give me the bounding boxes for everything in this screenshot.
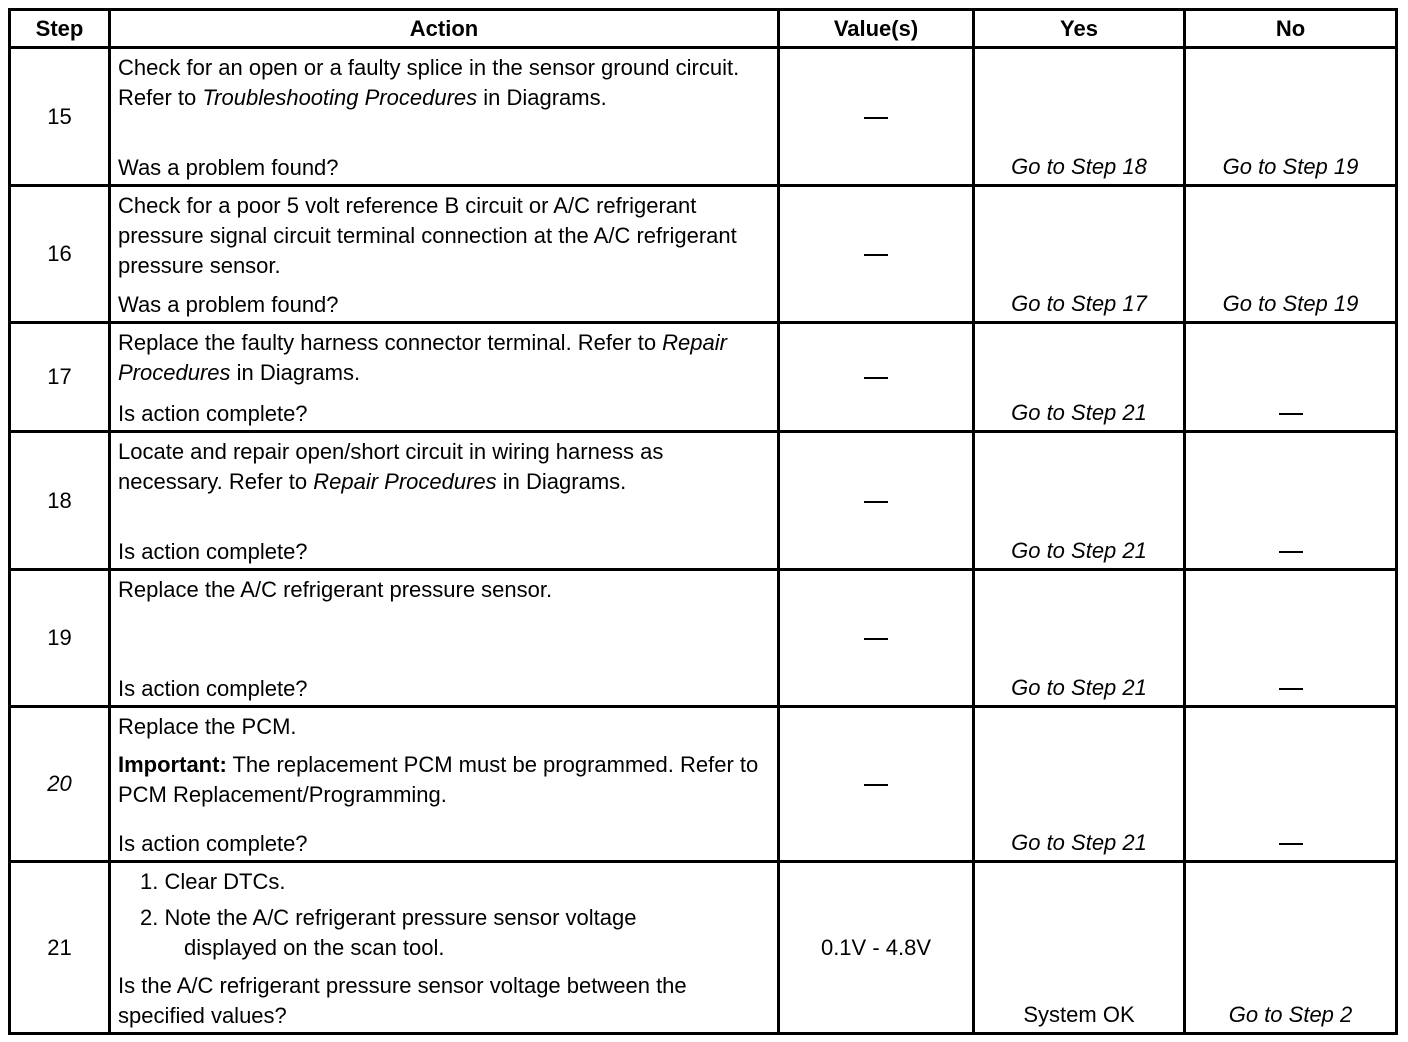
yes-link[interactable]: Go to Step 21 xyxy=(974,323,1185,432)
action-text: Replace the PCM. xyxy=(118,714,297,739)
no-link[interactable]: Go to Step 19 xyxy=(1185,186,1397,323)
value-cell xyxy=(779,707,974,862)
action-cell xyxy=(110,570,779,707)
action-question: Is action complete? xyxy=(118,676,308,701)
yes-link[interactable]: Go to Step 18 xyxy=(974,48,1185,186)
value-cell xyxy=(779,323,974,432)
dash-mark xyxy=(1279,413,1303,415)
dash-mark xyxy=(1279,551,1303,553)
no-cell xyxy=(1185,570,1397,707)
dash-mark xyxy=(1279,843,1303,845)
dash-mark xyxy=(864,501,888,503)
yes-link[interactable]: Go to Step 21 xyxy=(974,570,1185,707)
list-item-text: 2. Note the A/C refrigerant pressure sensor voltage displayed on the scan tool. xyxy=(140,905,637,960)
action-cell xyxy=(110,186,779,323)
table-row xyxy=(10,570,1397,707)
header-no: No xyxy=(1185,10,1397,48)
action-text: Replace the faulty harness connector terminal. Refer to xyxy=(118,330,663,355)
yes-link[interactable]: Go to Step 21 xyxy=(974,432,1185,570)
step-number: 19 xyxy=(10,570,110,707)
no-link[interactable]: Go to Step 2 xyxy=(1185,862,1397,1034)
step-number: 15 xyxy=(10,48,110,186)
table-row xyxy=(10,432,1397,570)
action-cell xyxy=(110,862,779,1034)
step-number-text: 20 xyxy=(47,771,72,796)
action-text-end: in Diagrams. xyxy=(477,85,607,110)
action-text: Check for an open or a faulty splice in the sensor ground circuit. Refer to xyxy=(118,55,740,110)
diagnostic-table xyxy=(8,8,1398,1035)
no-cell xyxy=(1185,707,1397,862)
action-cell xyxy=(110,707,779,862)
action-text: Replace the A/C refrigerant pressure sensor. xyxy=(118,577,553,602)
list-item xyxy=(118,903,771,963)
action-question: Was a problem found? xyxy=(118,155,339,180)
value-cell xyxy=(779,48,974,186)
action-reference: Troubleshooting Procedures xyxy=(202,85,478,110)
dash-mark xyxy=(1279,688,1303,690)
value-cell: 0.1V - 4.8V xyxy=(779,862,974,1034)
header-row xyxy=(10,10,1397,48)
value-cell xyxy=(779,186,974,323)
action-text-end: in Diagrams. xyxy=(496,469,627,494)
step-number: 21 xyxy=(10,862,110,1034)
action-cell xyxy=(110,432,779,570)
header-step: Step xyxy=(10,10,110,48)
dash-mark xyxy=(864,254,888,256)
action-question: Was a problem found? xyxy=(118,292,339,317)
step-number: 17 xyxy=(10,323,110,432)
no-cell xyxy=(1185,432,1397,570)
table-row xyxy=(10,323,1397,432)
action-question: Is the A/C refrigerant pressure sensor voltage between the specified values? xyxy=(118,973,687,1028)
no-link[interactable]: Go to Step 19 xyxy=(1185,48,1397,186)
no-cell xyxy=(1185,323,1397,432)
step-number xyxy=(10,707,110,862)
yes-link[interactable]: Go to Step 17 xyxy=(974,186,1185,323)
action-question: Is action complete? xyxy=(118,831,308,856)
dash-mark xyxy=(864,117,888,119)
action-cell xyxy=(110,48,779,186)
action-text: Check for a poor 5 volt reference B circuit or A/C refrigerant pressure signal circuit terminal connection at the A/C refrigerant pressure sensor. xyxy=(118,193,737,278)
header-value: Value(s) xyxy=(779,10,974,48)
action-reference: Repair Procedures xyxy=(313,469,497,494)
table-row xyxy=(10,862,1397,1034)
action-reference: Repair Procedures xyxy=(118,330,727,385)
table-row xyxy=(10,186,1397,323)
value-cell xyxy=(779,570,974,707)
yes-link[interactable]: Go to Step 21 xyxy=(974,707,1185,862)
value-cell xyxy=(779,432,974,570)
table-row xyxy=(10,48,1397,186)
table-row xyxy=(10,707,1397,862)
action-question: Is action complete? xyxy=(118,401,308,426)
step-number: 16 xyxy=(10,186,110,323)
action-text: Locate and repair open/short circuit in wiring harness as necessary. Refer to xyxy=(118,439,664,494)
important-note xyxy=(118,750,771,810)
important-text: The replacement PCM must be programmed. Refer to PCM Replacement/Programming. xyxy=(118,752,759,807)
header-action: Action xyxy=(110,10,779,48)
header-yes: Yes xyxy=(974,10,1185,48)
important-label: Important: xyxy=(118,752,227,777)
dash-mark xyxy=(864,638,888,640)
list-item: 1. Clear DTCs. xyxy=(140,869,286,894)
dash-mark xyxy=(864,784,888,786)
action-question: Is action complete? xyxy=(118,539,308,564)
dash-mark xyxy=(864,377,888,379)
step-number: 18 xyxy=(10,432,110,570)
action-text-end: in Diagrams. xyxy=(230,360,361,385)
action-cell xyxy=(110,323,779,432)
yes-link[interactable]: System OK xyxy=(974,862,1185,1034)
